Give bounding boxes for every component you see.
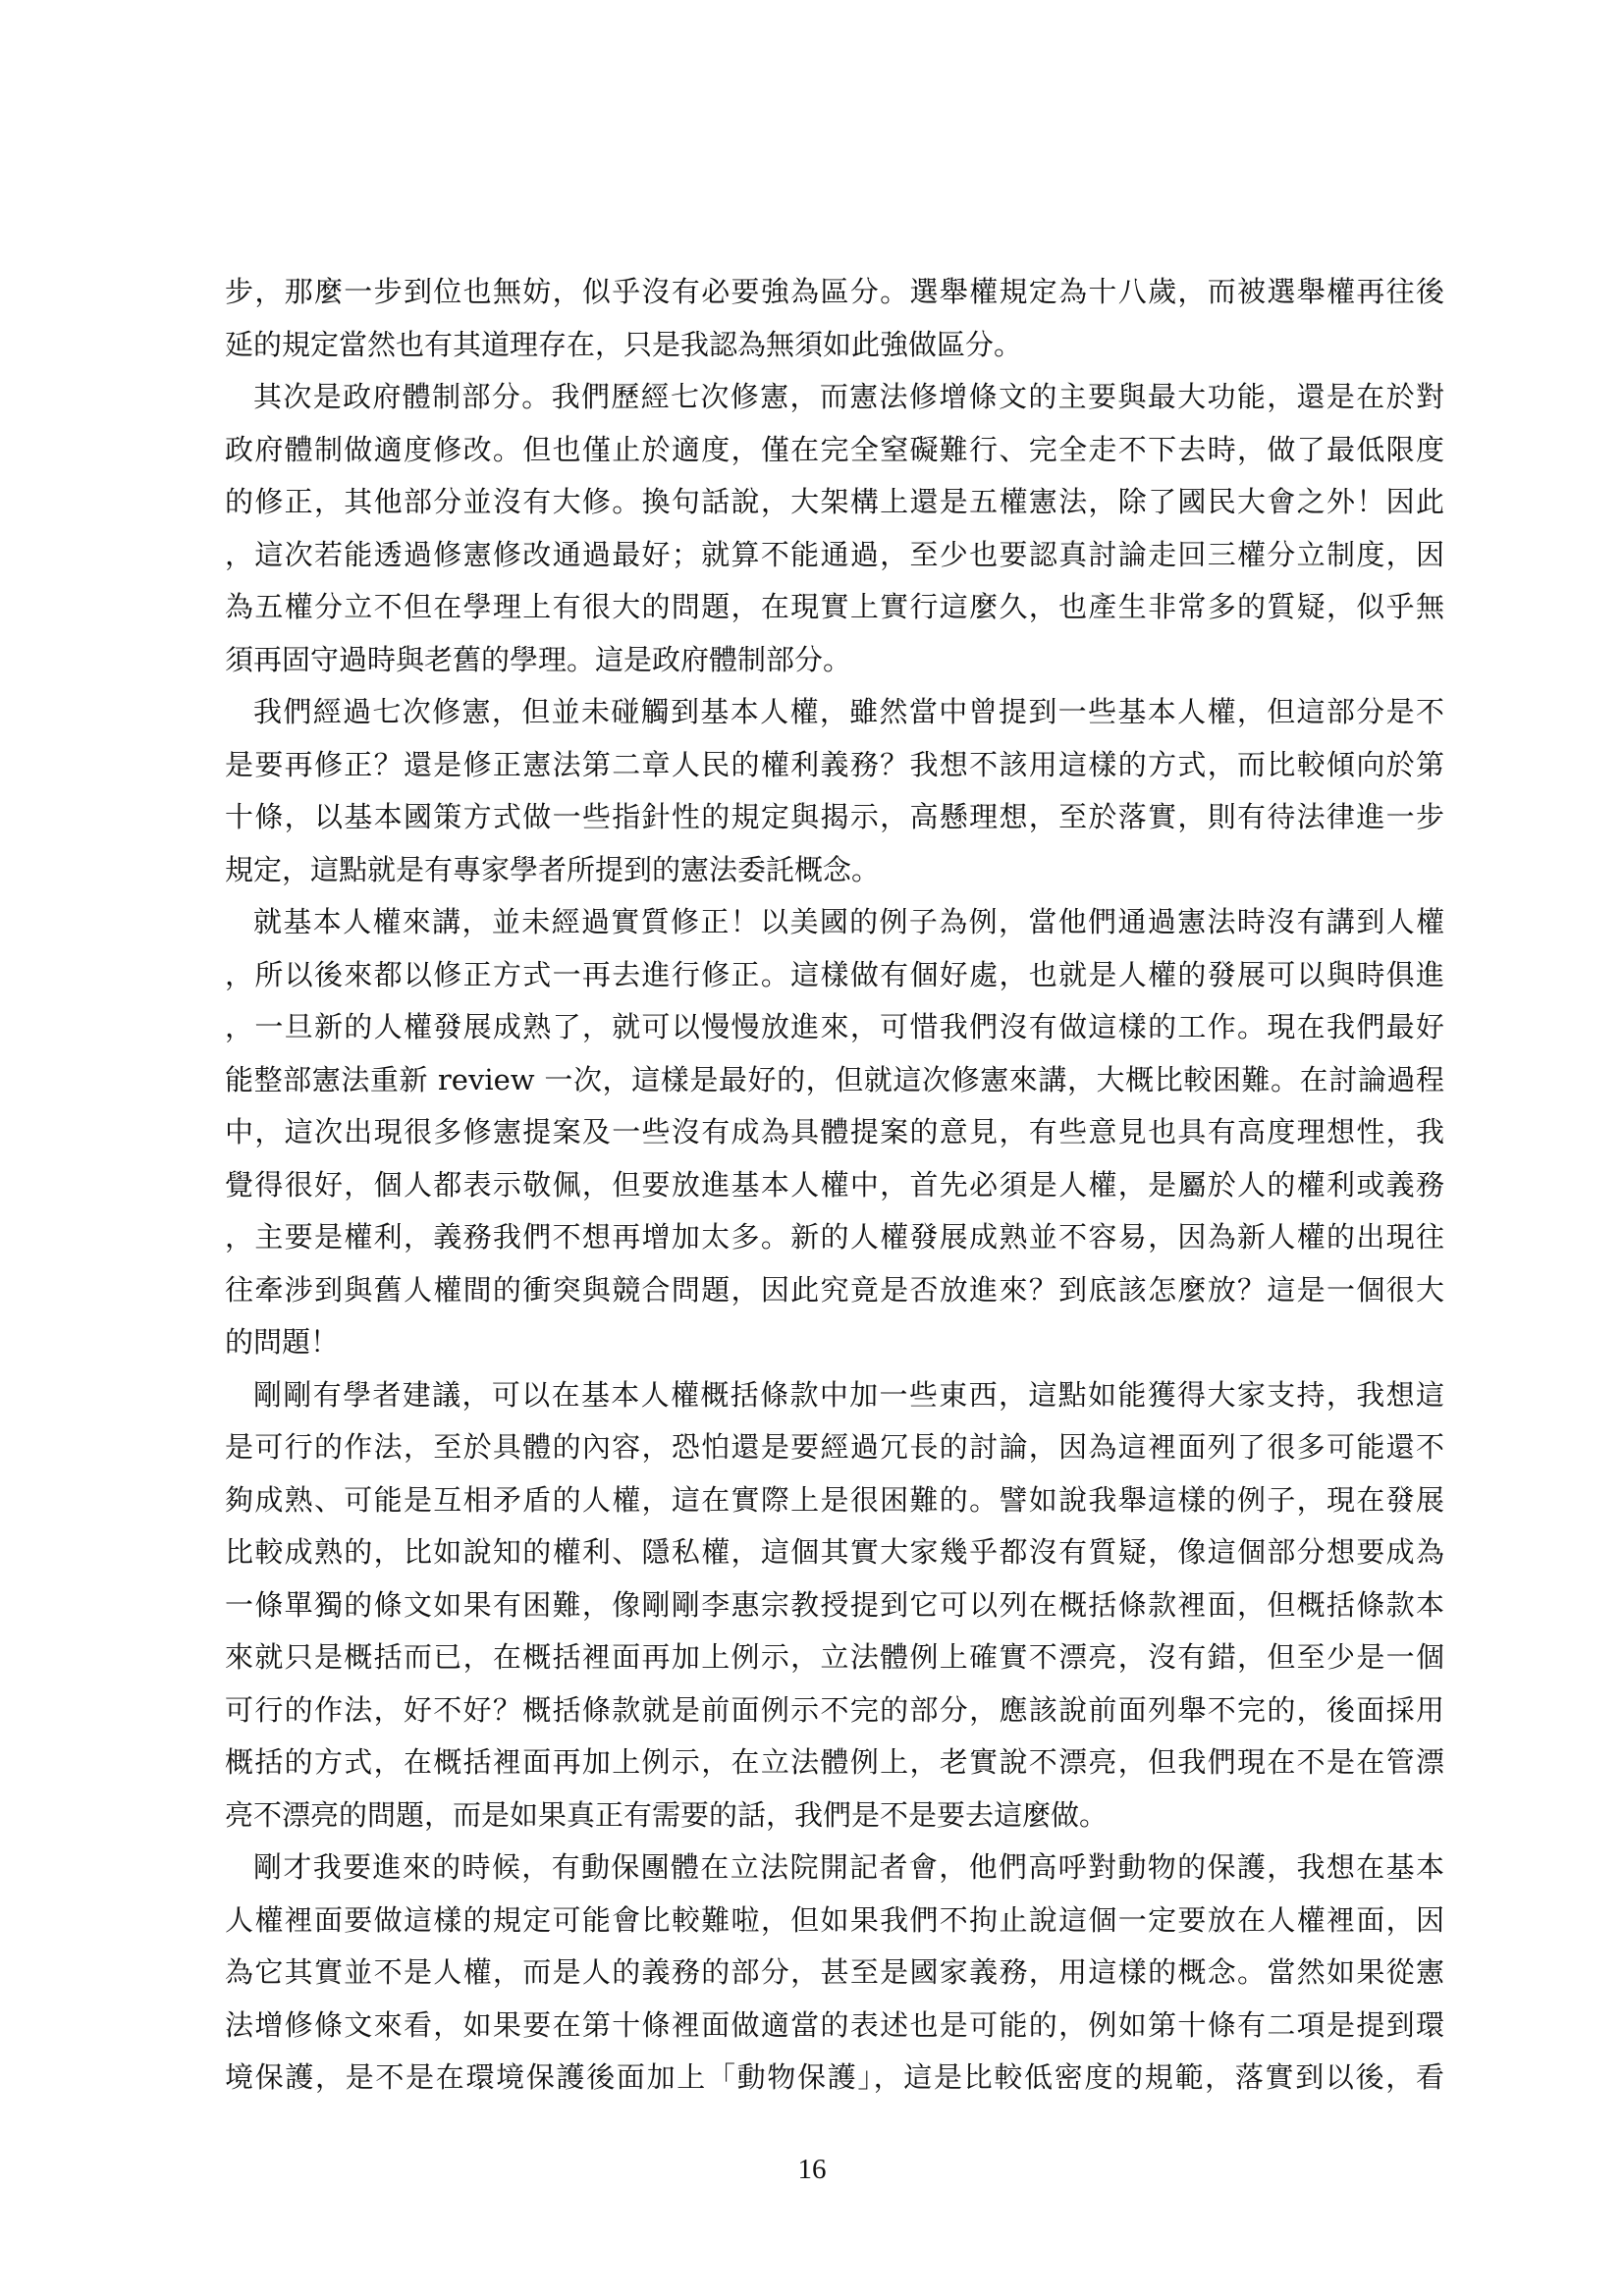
text-line: 境保護，是不是在環境保護後面加上「動物保護」，這是比較低密度的規範，落實到以後，看 [225, 2060, 1444, 2094]
text-line: 往牽涉到與舊人權間的衝突與競合問題，因此究竟是否放進來？到底該怎麼放？這是一個很大 [225, 1272, 1444, 1307]
text-line: 我們經過七次修憲，但並未碰觸到基本人權，雖然當中曾提到一些基本人權，但這部分是不 [253, 695, 1444, 728]
text-line: 為它其實並不是人權，而是人的義務的部分，甚至是國家義務，用這樣的概念。當然如果從憲 [225, 1955, 1444, 1989]
text-line: 的修正，其他部分並沒有大修。換句話說，大架構上還是五權憲法，除了國民大會之外！因此 [225, 485, 1444, 518]
body-text [225, 266, 1444, 2105]
text-line: 其次是政府體制部分。我們歷經七次修憲，而憲法修增條文的主要與最大功能，還是在於對 [253, 380, 1444, 413]
text-line: 剛剛有學者建議，可以在基本人權概括條款中加一些東西，這點如能獲得大家支持，我想這 [253, 1377, 1444, 1412]
text-line: 規定，這點就是有專家學者所提到的憲法委託概念。 [225, 852, 881, 886]
text-line: 中，這次出現很多修憲提案及一些沒有成為具體提案的意見，有些意見也具有高度理想性，我 [225, 1115, 1444, 1148]
text-line: 一條單獨的條文如果有困難，像剛剛李惠宗教授提到它可以列在概括條款裡面，但概括條款本 [225, 1587, 1444, 1622]
text-line: ，一旦新的人權發展成熟了，就可以慢慢放進來，可惜我們沒有做這樣的工作。現在我們最好 [225, 1010, 1444, 1043]
text-line: 十條，以基本國策方式做一些指針性的規定與揭示，高懸理想，至於落實，則有待法律進一步 [225, 800, 1444, 833]
paragraph [225, 896, 1444, 1369]
text-line: 夠成熟、可能是互相矛盾的人權，這在實際上是很困難的。譬如說我舉這樣的例子，現在發展 [225, 1482, 1444, 1517]
text-line: 覺得很好，個人都表示敬佩，但要放進基本人權中，首先必須是人權，是屬於人的權利或義務 [225, 1167, 1444, 1201]
text-line: 是可行的作法，至於具體的內容，恐怕還是要經過冗長的討論，因為這裡面列了很多可能還不 [225, 1430, 1444, 1464]
text-line: 人權裡面要做這樣的規定可能會比較難啦，但如果我們不拘止說這個一定要放在人權裡面，因 [225, 1902, 1444, 1937]
page-number: 16 [797, 2154, 827, 2185]
text-line: 概括的方式，在概括裡面再加上例示，在立法體例上，老實說不漂亮，但我們現在不是在管漂 [225, 1745, 1444, 1779]
text-line: 須再固守過時與老舊的學理。這是政府體制部分。 [225, 642, 852, 676]
text-line: 為五權分立不但在學理上有很大的問題，在現實上實行這麼久，也產生非常多的質疑，似乎無 [225, 590, 1444, 623]
text-line: 法增修條文來看，如果要在第十條裡面做適當的表述也是可能的，例如第十條有二項是提到環 [225, 2007, 1444, 2042]
paragraph [225, 1369, 1444, 1842]
text-line: 能整部憲法重新 review 一次，這樣是最好的，但就這次修憲來講，大概比較困難。在討論過程 [225, 1062, 1444, 1096]
text-line: ，所以後來都以修正方式一再去進行修正。這樣做有個好處，也就是人權的發展可以與時俱進 [225, 957, 1444, 991]
text-line: 步，那麼一步到位也無妨，似乎沒有必要強為區分。選舉權規定為十八歲，而被選舉權再往後 [225, 275, 1444, 308]
text-line: 是要再修正？還是修正憲法第二章人民的權利義務？我想不該用這樣的方式，而比較傾向於第 [225, 747, 1444, 781]
text-line: ，這次若能透過修憲修改通過最好；就算不能通過，至少也要認真討論走回三權分立制度，因 [225, 537, 1444, 571]
paragraph [225, 266, 1444, 371]
text-line: 的問題！ [225, 1325, 340, 1359]
text-line: 延的規定當然也有其道理存在，只是我認為無須如此強做區分。 [225, 327, 1023, 361]
paragraph [225, 686, 1444, 896]
text-line: 亮不漂亮的問題，而是如果真正有需要的話，我們是不是要去這麼做。 [225, 1797, 1109, 1832]
text-line: 比較成熟的，比如說知的權利、隱私權，這個其實大家幾乎都沒有質疑，像這個部分想要成為 [225, 1535, 1444, 1569]
text-line: ，主要是權利，義務我們不想再增加太多。新的人權發展成熟並不容易，因為新人權的出現往 [225, 1220, 1444, 1254]
text-line: 可行的作法，好不好？概括條款就是前面例示不完的部分，應該說前面列舉不完的，後面採用 [225, 1692, 1444, 1727]
paragraph [225, 1842, 1444, 2105]
text-line: 政府體制做適度修改。但也僅止於適度，僅在完全窒礙難行、完全走不下去時，做了最低限度 [225, 432, 1444, 466]
text-line: 來就只是概括而已，在概括裡面再加上例示，立法體例上確實不漂亮，沒有錯，但至少是一個 [225, 1640, 1444, 1674]
text-line: 剛才我要進來的時候，有動保團體在立法院開記者會，他們高呼對動物的保護，我想在基本 [253, 1850, 1444, 1884]
text-line: 就基本人權來講，並未經過實質修正！以美國的例子為例，當他們通過憲法時沒有講到人權 [253, 905, 1444, 938]
paragraph [225, 371, 1444, 686]
